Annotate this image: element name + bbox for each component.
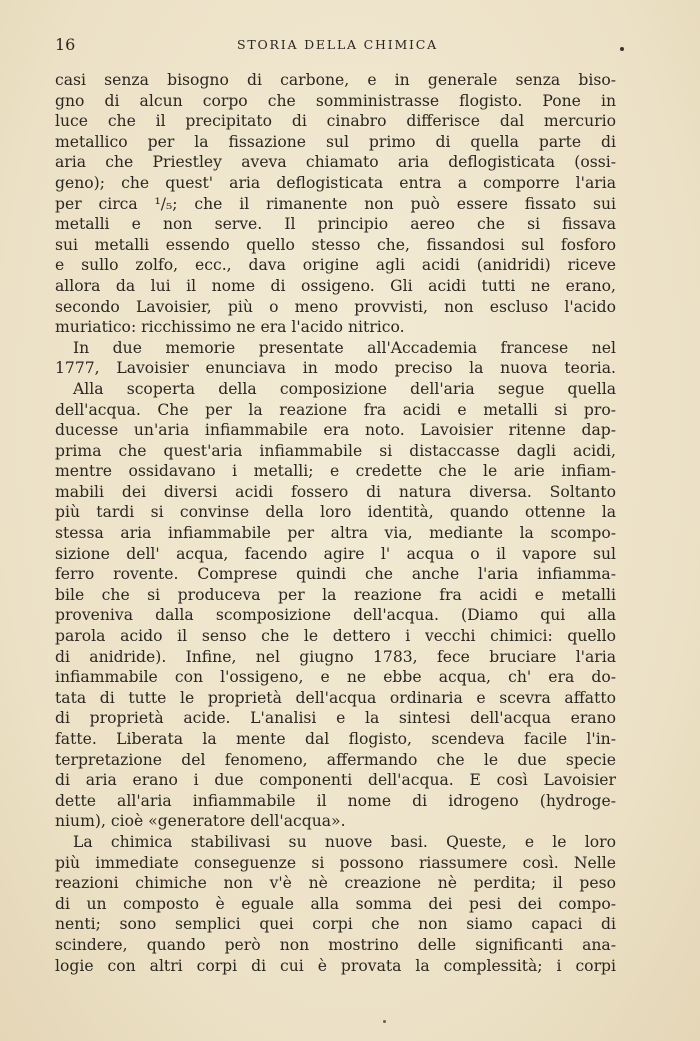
text-line: proveniva dalla scomposizione dell'acqua. (Diamo qui alla: [55, 606, 616, 625]
text-line: logie con altri corpi di cui è provata la complessità; i corpi: [55, 956, 616, 975]
text-line: metallico per la fissazione sul primo di quella parte di: [55, 132, 616, 151]
text-line: dette all'aria infiammabile il nome di idrogeno (hydroge-: [55, 791, 616, 810]
header-dot: [620, 47, 624, 51]
text-line: parola acido il senso che le dettero i vecchi chimici: quello: [55, 627, 616, 646]
text-line: prima che quest'aria infiammabile si distaccasse dagli acidi,: [55, 441, 616, 460]
text-line: ducesse un'aria infiammabile era noto. Lavoisier ritenne dap-: [55, 421, 616, 440]
text-line: terpretazione del fenomeno, affermando che le due specie: [55, 750, 616, 769]
text-line: ferro rovente. Comprese quindi che anche l'aria infiamma-: [55, 565, 616, 584]
text-line: più immediate conseguenze si possono riassumere così. Nelle: [55, 853, 616, 872]
text-line: infiammabile con l'ossigeno, e ne ebbe acqua, ch' era do-: [55, 668, 616, 687]
text-line: di aria erano i due componenti dell'acqua. E così Lavoisier: [55, 771, 616, 790]
text-line: più tardi si convinse della loro identità, quando ottenne la: [55, 503, 616, 522]
body-text: [55, 70, 616, 976]
text-line: Alla scoperta della composizione dell'aria segue quella: [73, 379, 616, 398]
text-line: nenti; sono semplici quei corpi che non siamo capaci di: [55, 915, 616, 934]
text-line: In due memorie presentate all'Accademia francese nel: [73, 338, 616, 357]
text-line: sizione dell' acqua, facendo agire l' acqua o il vapore sul: [55, 544, 616, 563]
text-line: allora da lui il nome di ossigeno. Gli acidi tutti ne erano,: [55, 276, 616, 295]
text-line: luce che il precipitato di cinabro differisce dal mercurio: [55, 112, 616, 131]
text-line: fatte. Liberata la mente dal flogisto, scendeva facile l'in-: [55, 730, 616, 748]
text-line: dell'acqua. Che per la reazione fra acidi e metalli si pro-: [55, 400, 616, 419]
text-line: aria che Priestley aveva chiamato aria deflogisticata (ossi-: [55, 153, 616, 172]
text-line: e sullo zolfo, ecc., dava origine agli acidi (anidridi) riceve: [55, 256, 616, 275]
text-line: di anidride). Infine, nel giugno 1783, fece bruciare l'aria: [55, 647, 616, 666]
running-title: STORIA DELLA CHIMICA: [237, 37, 438, 52]
page-number: 16: [55, 35, 76, 54]
text-line: di proprietà acide. L'analisi e la sintesi dell'acqua erano: [55, 709, 616, 728]
text-line: La chimica stabilivasi su nuove basi. Queste, e le loro: [73, 832, 616, 851]
text-line: muriatico: ricchissimo ne era l'acido nitrico.: [55, 318, 405, 337]
text-line: gno di alcun corpo che somministrasse flogisto. Pone in: [55, 91, 616, 110]
text-line: tata di tutte le proprietà dell'acqua ordinaria e scevra affatto: [55, 688, 616, 707]
text-line: reazioni chimiche non v'è nè creazione nè perdita; il peso: [55, 874, 616, 893]
text-line: stessa aria infiammabile per altra via, mediante la scompo-: [55, 524, 616, 543]
text-line: bile che si produceva per la reazione fra acidi e metalli: [55, 585, 616, 604]
text-line: casi senza bisogno di carbone, e in generale senza biso-: [55, 71, 616, 89]
text-line: 1777, Lavoisier enunciava in modo preciso la nuova teoria.: [55, 359, 616, 378]
text-line: scindere, quando però non mostrino delle significanti ana-: [55, 935, 616, 954]
text-line: secondo Lavoisier, più o meno provvisti, non escluso l'acido: [55, 297, 616, 316]
text-line: mentre ossidavano i metalli; e credette che le arie infiam-: [55, 462, 616, 481]
text-line: di un composto è eguale alla somma dei pesi dei compo-: [55, 894, 616, 913]
text-line: metalli e non serve. Il principio aereo che si fissava: [55, 215, 616, 234]
page-header: [55, 35, 620, 59]
text-line: geno); che quest' aria deflogisticata entra a comporre l'aria: [55, 173, 616, 192]
text-line: sui metalli essendo quello stesso che, fissandosi sul fosforo: [55, 235, 616, 254]
text-line: per circa ¹/₅; che il rimanente non può essere fissato sui: [55, 194, 616, 213]
paper-speck: [383, 1020, 386, 1023]
text-line: nium), cioè «generatore dell'acqua».: [55, 812, 346, 831]
text-line: mabili dei diversi acidi fossero di natura diversa. Soltanto: [55, 482, 616, 501]
